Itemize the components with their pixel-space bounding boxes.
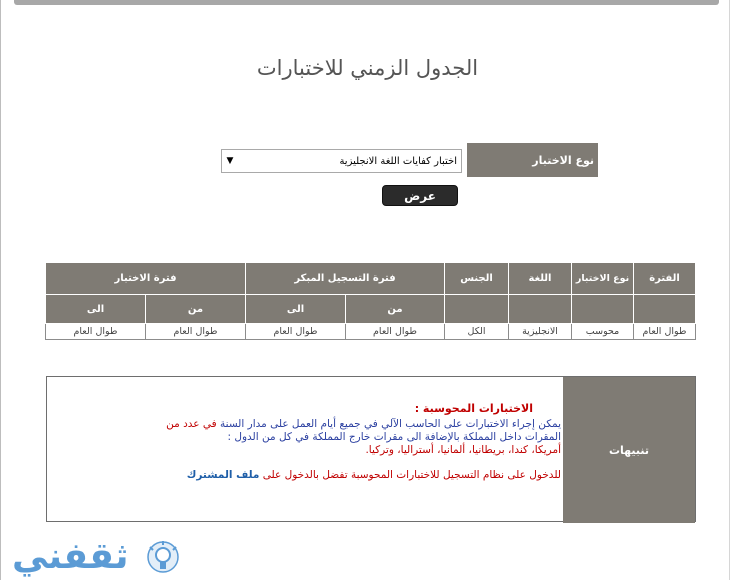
- header-early-from: من: [346, 295, 445, 324]
- header-gender-sub: [445, 295, 509, 324]
- notice-countries: أمريكا، كندا، بريطانيا، ألمانيا، أستراليا، وتركيا.: [365, 444, 561, 456]
- header-language: اللغة: [509, 263, 572, 295]
- header-exam-from: من: [146, 295, 246, 324]
- header-exam-to: الى: [46, 295, 146, 324]
- cell-period: طوال العام: [634, 324, 696, 340]
- dropdown-arrow-icon: ▼: [226, 156, 234, 166]
- header-early-to: الى: [246, 295, 346, 324]
- notice-body-part2: في عدد من: [166, 418, 221, 430]
- header-gender: الجنس: [445, 263, 509, 295]
- notice-login: [53, 469, 561, 482]
- cell-exam-to: طوال العام: [46, 324, 146, 340]
- notices-box: [46, 376, 696, 522]
- notices-content: [53, 402, 561, 482]
- window-right-border: [729, 0, 730, 580]
- cell-exam-type: محوسب: [572, 324, 634, 340]
- header-early-registration: فترة التسجيل المبكر: [246, 263, 445, 295]
- site-logo[interactable]: [12, 535, 192, 580]
- header-exam-period: فترة الاختبار: [46, 263, 246, 295]
- exam-type-select[interactable]: [221, 149, 462, 173]
- notice-body: [53, 418, 561, 444]
- view-button[interactable]: عرض: [382, 185, 458, 206]
- header-exam-type-sub: [572, 295, 634, 324]
- subscriber-file-link[interactable]: ملف المشترك: [186, 469, 260, 481]
- header-language-sub: [509, 295, 572, 324]
- exam-type-select-value: اختبار كفايات اللغة الانجليزية: [339, 155, 457, 167]
- notice-body-part3: المقرات داخل المملكة بالإضافة الى مقرات خارج المملكة في كل من الدول :: [227, 431, 561, 443]
- header-exam-type: نوع الاختبار: [572, 263, 634, 295]
- top-scroll-bar[interactable]: [14, 0, 719, 5]
- cell-early-from: طوال العام: [346, 324, 445, 340]
- table-row: [46, 324, 696, 340]
- cell-gender: الكل: [445, 324, 509, 340]
- window-left-border: [0, 0, 1, 580]
- lightbulb-icon: [142, 539, 184, 579]
- cell-language: الانجليزية: [509, 324, 572, 340]
- notice-heading: الاختبارات المحوسبة :: [414, 402, 533, 415]
- logo-text: ثقفني: [12, 536, 129, 577]
- exam-type-label: نوع الاختبار: [467, 143, 598, 177]
- notices-label: تنبيهات: [563, 377, 695, 523]
- cell-early-to: طوال العام: [246, 324, 346, 340]
- schedule-table: [45, 262, 696, 340]
- header-period-sub: [634, 295, 696, 324]
- notice-body-part1: يمكن إجراء الاختبارات على الحاسب الآلي في جميع أيام العمل على مدار السنة: [220, 418, 561, 430]
- cell-exam-from: طوال العام: [146, 324, 246, 340]
- notice-login-text: للدخول على نظام التسجيل للاختبارات المحوسبة تفضل بالدخول على: [259, 469, 561, 481]
- header-period: الفترة: [634, 263, 696, 295]
- page-title: الجدول الزمني للاختبارات: [256, 56, 479, 80]
